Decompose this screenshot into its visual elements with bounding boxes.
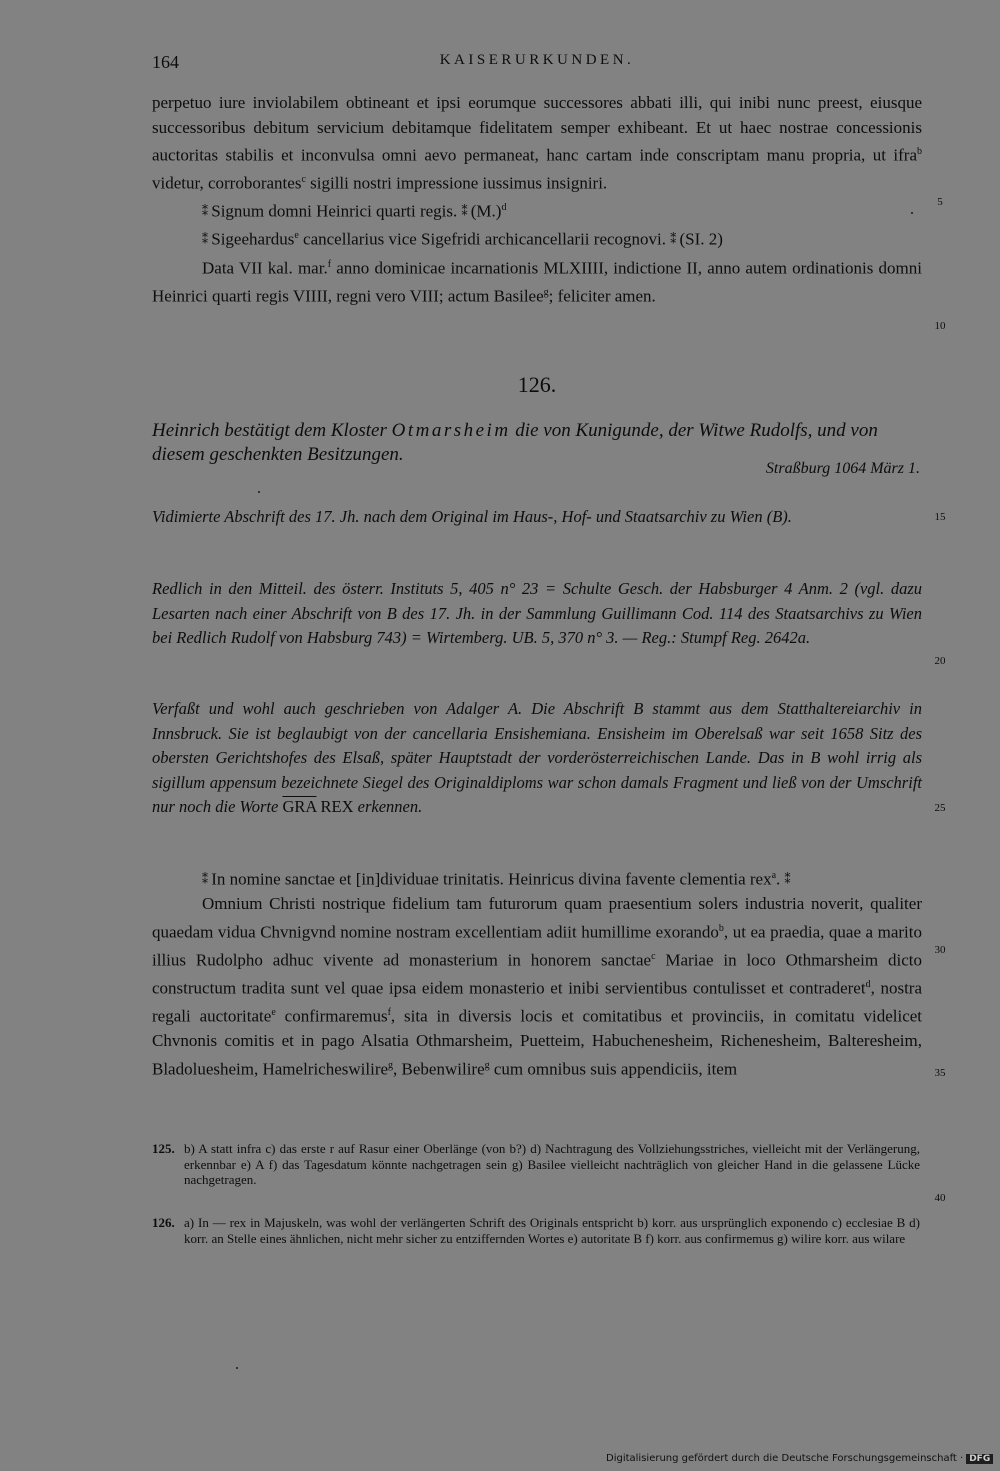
dfg-logo: DFG bbox=[966, 1454, 993, 1464]
chrismon-icon: ⁑ bbox=[461, 204, 467, 219]
invocatio: ⁑ In nomine sanctae et [in]dividuae trinitatis. Heinricus divina favente clementia rex$^a$. ⁑ bbox=[202, 869, 790, 889]
speck bbox=[258, 491, 260, 493]
line-number: 30 bbox=[934, 944, 946, 956]
chrismon-icon: ⁑ bbox=[784, 872, 790, 887]
data-line: Data VII kal. mar.$^f$ anno dominicae incarnationis MLXIIII, indictione II, anno autem ordinationis domni Heinrici quarti regis VIIII, regni vero VIII; actum Basilee$^g$; feliciter amen. bbox=[152, 258, 922, 306]
recognition-line: ⁑ Sigeehardus$^e$ cancellarius vice Sigefridi archicancellarii recognovi. ⁑ (SI. 2) bbox=[202, 230, 723, 250]
tradition: Vidimierte Abschrift des 17. Jh. nach dem Original im Haus-, Hof- und Staatsarchiv zu Wien (B). bbox=[152, 507, 792, 526]
page-number: 164 bbox=[152, 52, 179, 72]
line-number: 10 bbox=[934, 320, 946, 332]
document-date: Straßburg 1064 März 1. bbox=[765, 460, 920, 477]
line-number: 35 bbox=[934, 1067, 946, 1079]
chrismon-icon: ⁑ bbox=[202, 872, 207, 887]
running-header bbox=[152, 52, 922, 76]
chrismon-icon: ⁑ bbox=[202, 233, 207, 248]
editions: Redlich in den Mitteil. des österr. Instituts 5, 405 n° 23 = Schulte Gesch. der Habsburger 4 Anm. 2 (vgl. dazu Lesarten nach einer Abschrift von B des 17. Jh. in der Sammlung Guillimann Cod. 114 des Staatsarchivs zu Wien bei Redlich Rudolf von Habsburg 743) = Wirtemberg. UB. 5, 370 n° 3. — Reg.: Stumpf Reg. 2642a. bbox=[152, 579, 922, 647]
chrismon-icon: ⁑ bbox=[670, 233, 676, 248]
doc126-text bbox=[152, 864, 922, 1082]
regest: Heinrich bestätigt dem Kloster Otmarsheim die von Kunigunde, der Witwe Rudolfs, und von diesem geschenkten Besitzungen. bbox=[152, 420, 878, 465]
line-number: 20 bbox=[934, 655, 946, 667]
running-title: KAISERURKUNDEN. bbox=[439, 52, 635, 68]
digitization-credit: Digitalisierung gefördert durch die Deutsche Forschungsgemeinschaft · DFG bbox=[606, 1453, 988, 1464]
doc125-paragraph: perpetuo iure inviolabilem obtineant et ipsi eorumque successores abbati illi, qui inibi nunc preest, eiusque successoribus debitum servicium debitamque fidelitatem semper exhibeant. Et ut haec nostrae concessionis auctoritas stabilis et inconvulsa omni aevo permaneat, hanc cartam inde conscriptam manu propria, ut ifra$^b$ videtur, corroborantes$^c$ sigilli nostri impressione iussimus insigniri. bbox=[152, 93, 922, 193]
signum-line: ⁑ Signum domni Heinrici quarti regis. ⁑ $(M.)^d$ bbox=[202, 201, 507, 221]
doc125-text bbox=[152, 91, 922, 309]
speck bbox=[911, 212, 913, 214]
speck bbox=[236, 1367, 238, 1369]
apparatus-125: 125. b) A statt infra c) das erste r auf Rasur einer Oberlänge (von b?) d) Nachtragung des Vollziehungsstriches, vielleicht mit der Verlängerung, erkennbar e) A f) das Tagesdatum könnte nachgetragen sein g) Basilee vielleicht nachträglich von gleicher Hand in die gelassene Lücke nachgetragen. bbox=[152, 1141, 920, 1187]
chrismon-icon: ⁑ bbox=[202, 204, 207, 219]
line-number: 15 bbox=[934, 511, 946, 523]
apparatus-126: 126. a) In — rex in Majuskeln, was wohl der verlängerten Schrift des Originals entspricht b) korr. aus ursprünglich exponendo c) ecclesiae B d) korr. an Stelle eines ähnlichen, nicht mehr sicher zu entziffernden Wortes e) autoritate B f) korr. aus confirmemus g) wilire korr. aus wilare bbox=[152, 1215, 920, 1246]
line-number: 25 bbox=[934, 802, 946, 814]
document-number: 126. bbox=[517, 372, 557, 397]
line-number: 40 bbox=[934, 1192, 946, 1204]
line-number: 5 bbox=[937, 196, 943, 208]
commentary: Verfaßt und wohl auch geschrieben von Adalger A. Die Abschrift B stammt aus dem Statthaltereiarchiv in Innsbruck. Sie ist beglaubigt von der cancellaria Ensishemiana. Ensisheim im Oberelsaß war seit 1658 Sitz des obersten Gerichtshofes des Elsaß, später Hauptstadt der vorderösterreichischen Lande. Das in B wohl irrig als sigillum appensum bezeichnete Siegel des Originaldiploms war schon damals Fragment und ließ von der Umschrift nur noch die Worte $\overline{GRA}$ REX erkennen. bbox=[152, 699, 922, 816]
narratio: Omnium Christi nostrique fidelium tam futurorum quam praesentium solers industria noverit, qualiter quaedam vidua Chvnigvnd nomine nostram excellentiam adiit humillime exorando$^b$, ut ea praedia, quae a marito illius Rudolpho adhuc vivente ad monasterium in honorem sanctae$^c$ Mariae in loco Othmarsheim dicto constructum tradita sunt vel quae ipsa eidem monasterio et inibi servientibus contulisset et contraderet$^d$, nostra regali auctoritate$^e$ confirmaremus$^f$, sita in diversis locis et comitatibus et provinciis, in comitatu videlicet Chvnonis comitis et in pago Alsatia Othmarsheim, Puetteim, Habuchenesheim, Richenesheim, Balteresheim, Bladoluesheim, Hamelricheswilire$^g$, Bebenwilire$^g$ cum omnibus suis appendiciis, item bbox=[152, 894, 923, 1079]
